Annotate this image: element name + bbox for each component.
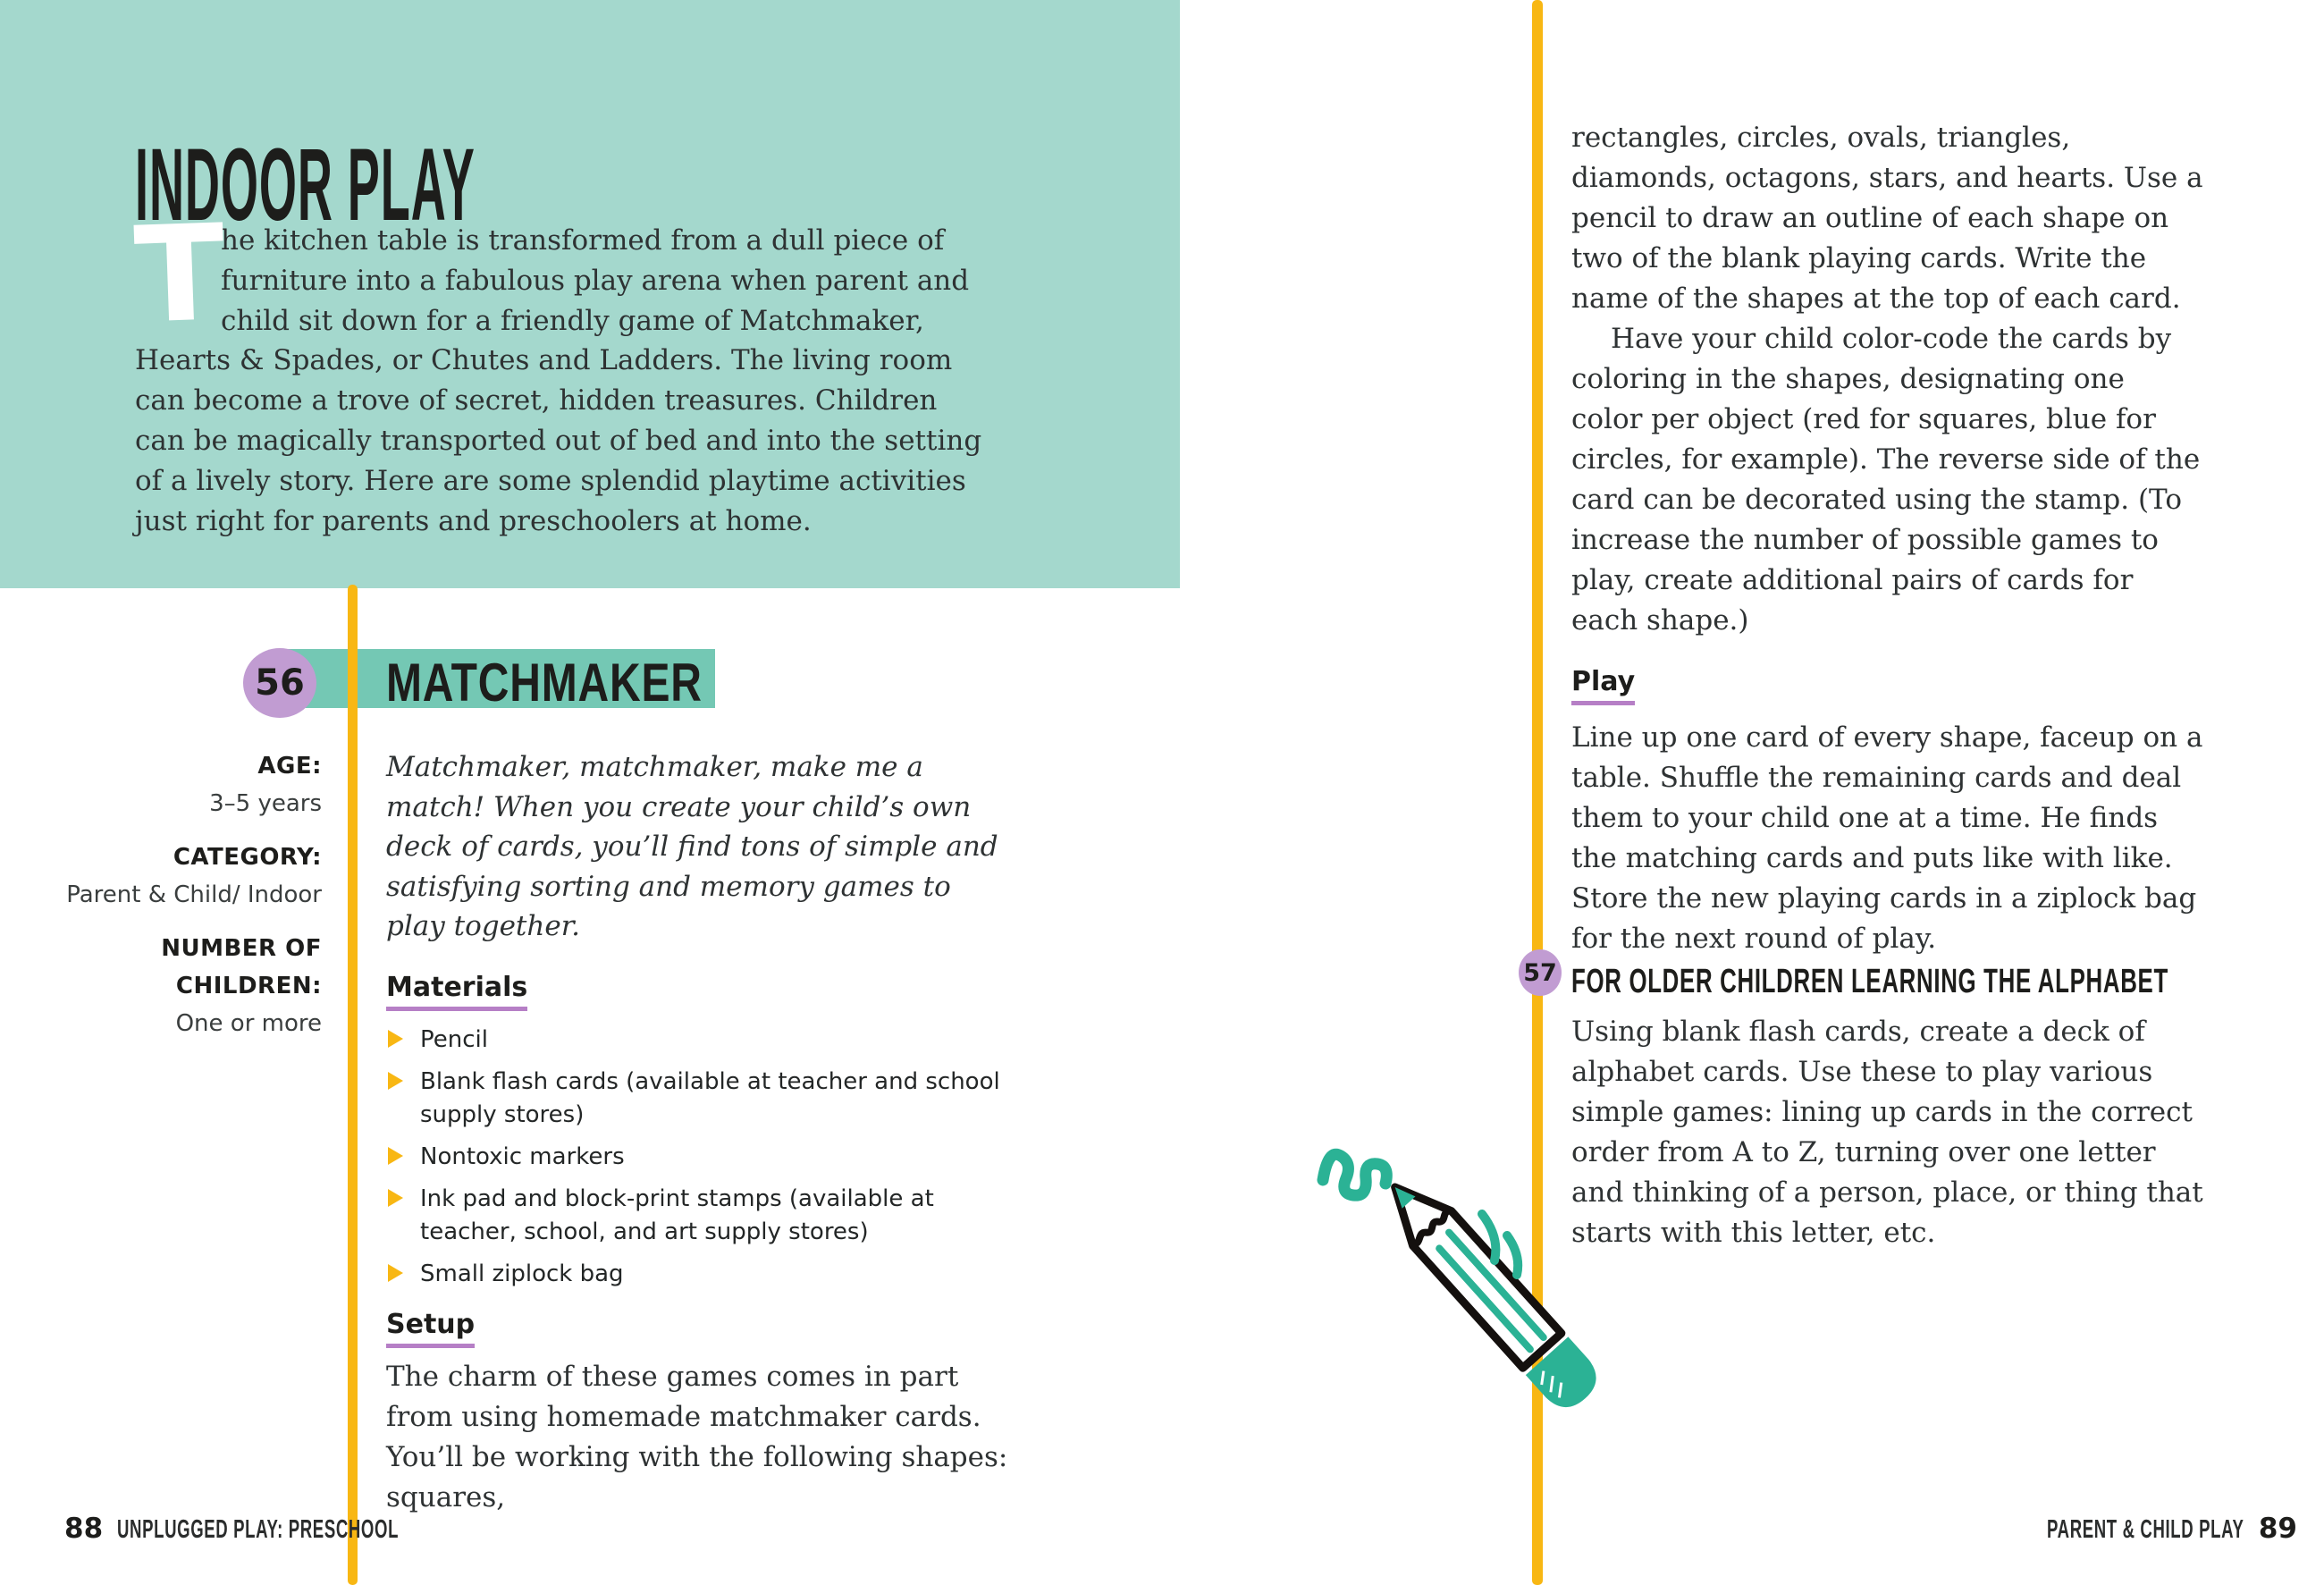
list-item [386,1183,1017,1249]
age-label: AGE: [257,753,322,780]
arrow-bullet-icon [388,1264,403,1282]
category-label: CATEGORY: [173,844,322,871]
materials-heading: Materials [386,972,527,1011]
arrow-bullet-icon [388,1072,403,1090]
activity-meta-sidebar [36,747,322,1058]
activity-body-column [386,747,1017,1518]
gold-divider-rule-left [348,585,358,1585]
category-value: Parent & Child/ Indoor [66,881,322,908]
chapter-intro-paragraph [131,196,982,541]
activity-number: 56 [255,662,305,704]
footer-left [64,1513,557,1545]
variation-section [1571,962,2204,1253]
age-value: 3–5 years [209,790,322,817]
page-number-right: 89 [2258,1513,2297,1545]
variation-number-badge [1519,949,1562,996]
setup-paragraph: The charm of these games comes in part from using homemade matchmaker cards. You’ll be working with the following shapes: squares, [386,1360,1008,1513]
pencil-illustration [1296,1128,1627,1459]
activity-title: MATCHMAKER [386,653,703,712]
setup-continuation-paragraph-1: rectangles, circles, ovals, triangles, diamonds, octagons, stars, and hearts. Use a pencil to draw an outline of each shape on two of the blank playing cards. Write the name of the shapes at the top of each card. [1571,122,2203,315]
children-label: NUMBER OF CHILDREN: [161,935,322,999]
activity-lede: Matchmaker, matchmaker, make me a match! When you create your child’s own deck of cards, you’ll find tons of simple and satisfying sorting and memory games to play together. [386,751,998,943]
variation-title: FOR OLDER CHILDREN LEARNING THE ALPHABET [1571,963,2168,1000]
arrow-bullet-icon [388,1030,403,1048]
footer-right [1936,1513,2297,1545]
list-item-text: Nontoxic markers [420,1142,625,1170]
list-item [386,1024,1017,1057]
running-head-left: UNPLUGGED PLAY: PRESCHOOL [117,1515,400,1544]
list-item-text: Blank flash cards (available at teacher and school supply stores) [420,1067,1000,1128]
meta-age [36,747,322,822]
setup-continuation-column [1571,118,2204,959]
running-head-right: PARENT & CHILD PLAY [2047,1515,2244,1544]
setup-heading: Setup [386,1309,475,1348]
chapter-title: INDOOR PLAY [135,128,476,242]
children-value: One or more [175,1010,322,1037]
activity-number-badge [243,648,316,718]
list-item [386,1141,1017,1174]
list-item [386,1258,1017,1291]
play-heading: Play [1571,666,1635,705]
arrow-bullet-icon [388,1147,403,1165]
meta-number-of-children [36,930,322,1042]
arrow-bullet-icon [388,1189,403,1207]
variation-paragraph: Using blank flash cards, create a deck of alphabet cards. Use these to play various simple games: lining up cards in the correct order from A to Z, turning over one letter and thinking of a person, place, or thing that starts with this letter, etc. [1571,1016,2203,1249]
play-paragraph: Line up one card of every shape, faceup on a table. Shuffle the remaining cards and deal them to your child one at a time. He finds the matching cards and puts like with like. Store the new playing cards in a ziplock bag for the next round of play. [1571,721,2203,955]
drop-cap-letter: T [131,196,228,353]
chapter-intro-text: he kitchen table is transformed from a dull piece of furniture into a fabulous play arena when parent and child sit down for a friendly game of Matchmaker, Hearts & Spades, or Chutes and Ladders. The living room can become a trove of secret, hidden treasures. Children can be magically transported out of bed and into the setting of a lively story. Here are some splendid playtime activities just right for parents and preschoolers at home. [135,224,982,537]
variation-number: 57 [1523,958,1557,987]
list-item-text: Small ziplock bag [420,1260,624,1287]
list-item [386,1066,1017,1132]
page-number-left: 88 [64,1513,104,1545]
list-item-text: Pencil [420,1025,488,1053]
setup-continuation-paragraph-2: Have your child color-code the cards by coloring in the shapes, designating one color per object (red for squares, blue for circles, for example). The reverse side of the card can be decorated using the stamp. (To increase the number of possible games to play, create additional pairs of cards for each shape.) [1571,323,2201,637]
meta-category [36,839,322,914]
scribble-squiggle [1323,1154,1386,1195]
list-item-text: Ink pad and block-print stamps (available at teacher, school, and art supply stores) [420,1185,934,1245]
materials-list [386,1024,1017,1291]
